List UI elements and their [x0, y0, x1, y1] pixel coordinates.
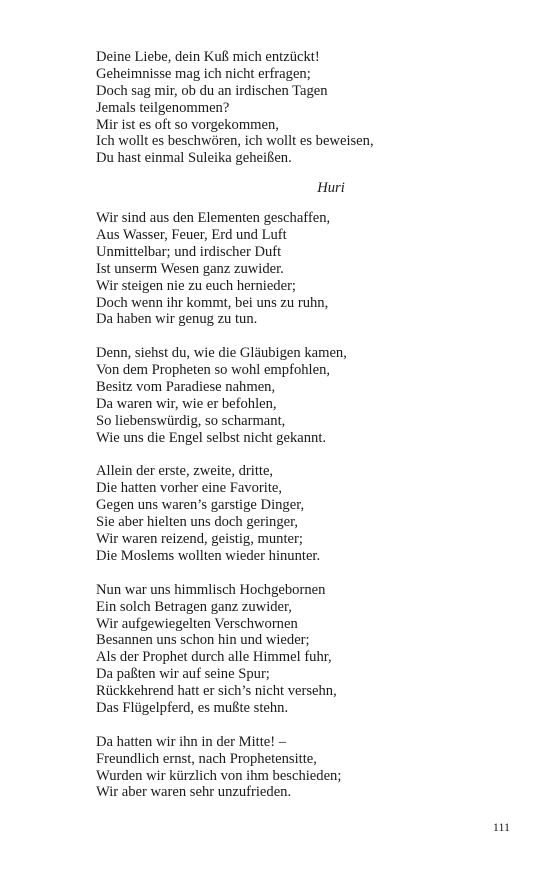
poem-line: Als der Prophet durch alle Himmel fuhr,	[96, 649, 332, 666]
poem-line: Die hatten vorher eine Favorite,	[96, 480, 282, 497]
poem-line: Denn, siehst du, wie die Gläubigen kamen,	[96, 345, 347, 362]
poem-text	[96, 49, 506, 801]
poem-line: Nun war uns himmlisch Hochgebornen	[96, 581, 326, 598]
page-number: 111	[492, 820, 510, 834]
poem-line: Wir steigen nie zu euch hernieder;	[96, 277, 296, 294]
poem-line: Das Flügelpferd, es mußte stehn.	[96, 699, 289, 716]
stanza-gap	[96, 565, 506, 582]
poem-line: Allein der erste, zweite, dritte,	[96, 463, 274, 480]
poem-line: Doch sag mir, ob du an irdischen Tagen	[96, 82, 328, 99]
poem-line: Wie uns die Engel selbst nicht gekannt.	[96, 429, 327, 446]
stanza-gap	[96, 717, 506, 734]
poem-line: Geheimnisse mag ich nicht erfragen;	[96, 65, 311, 82]
stanza-3	[96, 345, 506, 446]
stanza-gap	[96, 447, 506, 464]
poem-line: Rückkehrend hatt er sich’s nicht versehn,	[96, 683, 337, 700]
stanza-2	[96, 210, 506, 328]
poem-line: Besitz vom Paradiese nahmen,	[96, 379, 276, 396]
poem-line: Gegen uns waren’s garstige Dinger,	[96, 497, 305, 514]
poem-line: Wir sind aus den Elementen geschaffen,	[96, 210, 331, 227]
poem-line: Die Moslems wollten wieder hinunter.	[96, 547, 321, 564]
stanza-gap	[96, 328, 506, 345]
poem-line: Freundlich ernst, nach Prophetensitte,	[96, 750, 317, 767]
poem-line: Da haben wir genug zu tun.	[96, 311, 258, 328]
poem-line: Da waren wir, wie er befohlen,	[96, 395, 277, 412]
stanza-1	[96, 49, 506, 167]
poem-line: Deine Liebe, dein Kuß mich entzückt!	[96, 49, 320, 65]
poem-line: Ich wollt es beschwören, ich wollt es beweisen,	[96, 133, 374, 150]
poem-line: Mir ist es oft so vorgekommen,	[96, 116, 279, 133]
poem-line: Jemals teilgenommen?	[96, 99, 230, 116]
poem-line: Doch wenn ihr kommt, bei uns zu ruhn,	[96, 294, 329, 311]
poem-line: So liebenswürdig, so scharmant,	[96, 412, 286, 429]
poem-line: Du hast einmal Suleika geheißen.	[96, 150, 292, 167]
poem-line: Ist unserm Wesen ganz zuwider.	[96, 260, 284, 277]
poem-line: Da hatten wir ihn in der Mitte! –	[96, 733, 287, 750]
poem-line: Wir waren reizend, geistig, munter;	[96, 531, 303, 548]
poem-line: Da paßten wir auf seine Spur;	[96, 666, 270, 683]
poem-line: Sie aber hielten uns doch geringer,	[96, 514, 299, 531]
poem-line: Ein solch Betragen ganz zuwider,	[96, 598, 292, 615]
poem-line: Wurden wir kürzlich von ihm beschieden;	[96, 767, 342, 784]
poem-line: Wir aber waren sehr unzufrieden.	[96, 784, 292, 801]
poem-heading: Huri	[317, 180, 345, 197]
poem-line: Unmittelbar; und irdischer Duft	[96, 243, 282, 260]
stanza-4	[96, 463, 506, 564]
stanza-6	[96, 734, 506, 802]
stanza-5	[96, 582, 506, 717]
poem-line: Aus Wasser, Feuer, Erd und Luft	[96, 227, 287, 244]
poem-line: Wir aufgewiegelten Verschwornen	[96, 615, 298, 632]
poem-line: Besannen uns schon hin und wieder;	[96, 632, 310, 649]
poem-line: Von dem Propheten so wohl empfohlen,	[96, 362, 331, 379]
